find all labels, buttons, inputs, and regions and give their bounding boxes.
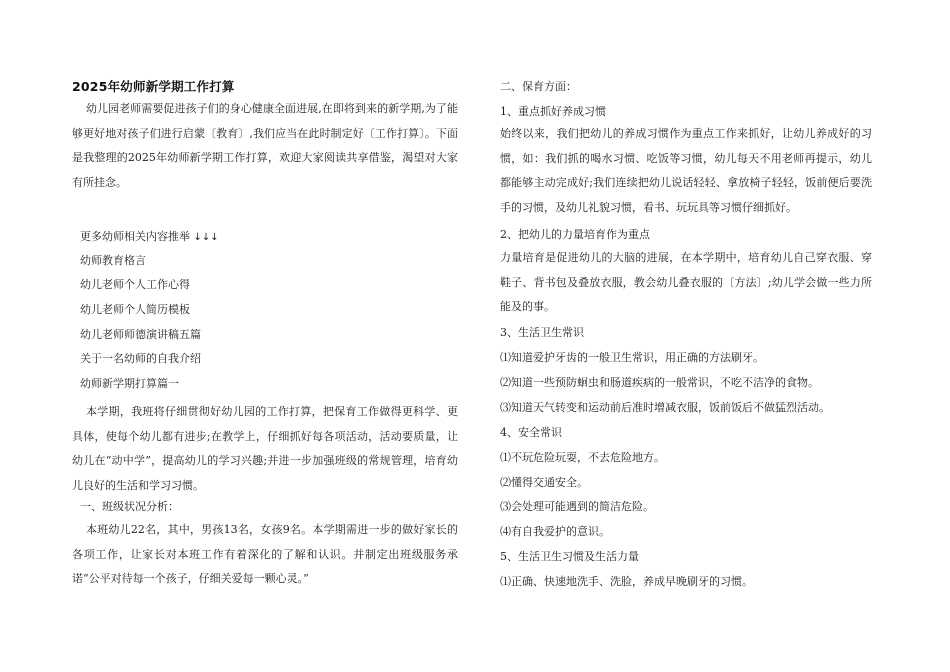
link-ethics-speech[interactable]: 幼儿老师师德演讲稿五篇 xyxy=(80,328,201,341)
safety-item-1: ⑴不玩危险玩耍，不去危险地方。 xyxy=(500,451,665,464)
safety-item-4: ⑷有自我爱护的意识。 xyxy=(500,525,610,538)
link-self-introduction[interactable]: 关于一名幼师的自我介绍 xyxy=(80,352,201,365)
intro-paragraph: 幼儿园老师需要促进孩子们的身心健康全面进展,在即将到来的新学期,为了能够更好地对孩子们进行启蒙〔教育〕,我们应当在此时制定好〔工作打算〕。下面是我整理的2025年幼师新学期工作打算，欢迎大家阅读共享借鉴，渴望对大家有所挂念。 xyxy=(72,102,458,189)
life-habit-item-1: ⑴正确、快速地洗手、洗脸，养成早晚刷牙的习惯。 xyxy=(500,575,753,588)
link-teacher-quotes[interactable]: 幼师教育格言 xyxy=(80,254,146,267)
subheading-ability: 2、把幼儿的力量培育作为重点 xyxy=(500,228,650,241)
link-work-experience[interactable]: 幼儿老师个人工作心得 xyxy=(80,278,190,291)
hygiene-item-2: ⑵知道一些预防蛔虫和肠道疾病的一般常识，不吃不洁净的食物。 xyxy=(500,376,819,389)
safety-item-2: ⑵懂得交通安全。 xyxy=(500,476,588,489)
hygiene-item-3: ⑶知道天气转变和运动前后准时增减衣服，饭前饭后不做猛烈活动。 xyxy=(500,401,830,414)
more-recommend-text: 更多幼师相关内容推举 xyxy=(80,230,190,243)
subheading-safety: 4、安全常识 xyxy=(500,426,562,439)
down-arrows-icon: ↓↓↓ xyxy=(193,232,219,243)
document-title: 2025年幼师新学期工作打算 xyxy=(72,79,235,94)
hygiene-item-1: ⑴知道爱护牙齿的一般卫生常识，用正确的方法刷牙。 xyxy=(500,351,764,364)
ability-paragraph: 力量培育是促进幼儿的大脑的进展，在本学期中，培育幼儿自己穿衣服、穿鞋子、背书包及叠放衣服，教会幼儿叠衣服的〔方法〕;幼儿学会做一些力所能及的事。 xyxy=(500,251,872,313)
subheading-habits: 1、重点抓好养成习惯 xyxy=(500,105,606,118)
more-recommend-label xyxy=(80,230,219,245)
subheading-hygiene: 3、生活卫生常识 xyxy=(500,326,584,339)
plan-paragraph: 本学期，我班将仔细贯彻好幼儿园的工作打算，把保育工作做得更科学、更具体，使每个幼儿都有进步;在教学上，仔细抓好每各项活动，活动要质量，让幼儿在“动中学”，提高幼儿的学习兴趣;并进一步加强班级的常规管理，培育幼儿良好的生活和学习习惯。 xyxy=(72,405,458,492)
section-class-analysis: 一、班级状况分析： xyxy=(80,500,179,513)
section-care: 二、保育方面： xyxy=(500,80,577,93)
link-resume-template[interactable]: 幼儿老师个人简历模板 xyxy=(80,303,190,316)
class-paragraph: 本班幼儿22名，其中，男孩13名，女孩9名。本学期需进一步的做好家长的各项工作，让家长对本班工作有着深化的了解和认识。并制定出班级服务承诺“公平对待每一个孩子，仔细关爱每一颗心灵。” xyxy=(72,523,458,585)
habit-paragraph: 始终以来，我们把幼儿的养成习惯作为重点工作来抓好，让幼儿养成好的习惯，如：我们抓的喝水习惯、吃饭等习惯，幼儿每天不用老师再提示，幼儿都能够主动完成好;我们连续把幼儿说话轻轻、拿放椅子轻轻，饭前便后要洗手的习惯，及幼儿礼貌习惯，看书、玩玩具等习惯仔细抓好。 xyxy=(500,127,872,214)
link-plan-part-one[interactable]: 幼师新学期打算篇一 xyxy=(80,377,179,390)
safety-item-3: ⑶会处理可能遇到的简洁危险。 xyxy=(500,500,654,513)
subheading-life-habits: 5、生活卫生习惯及生活力量 xyxy=(500,550,639,563)
